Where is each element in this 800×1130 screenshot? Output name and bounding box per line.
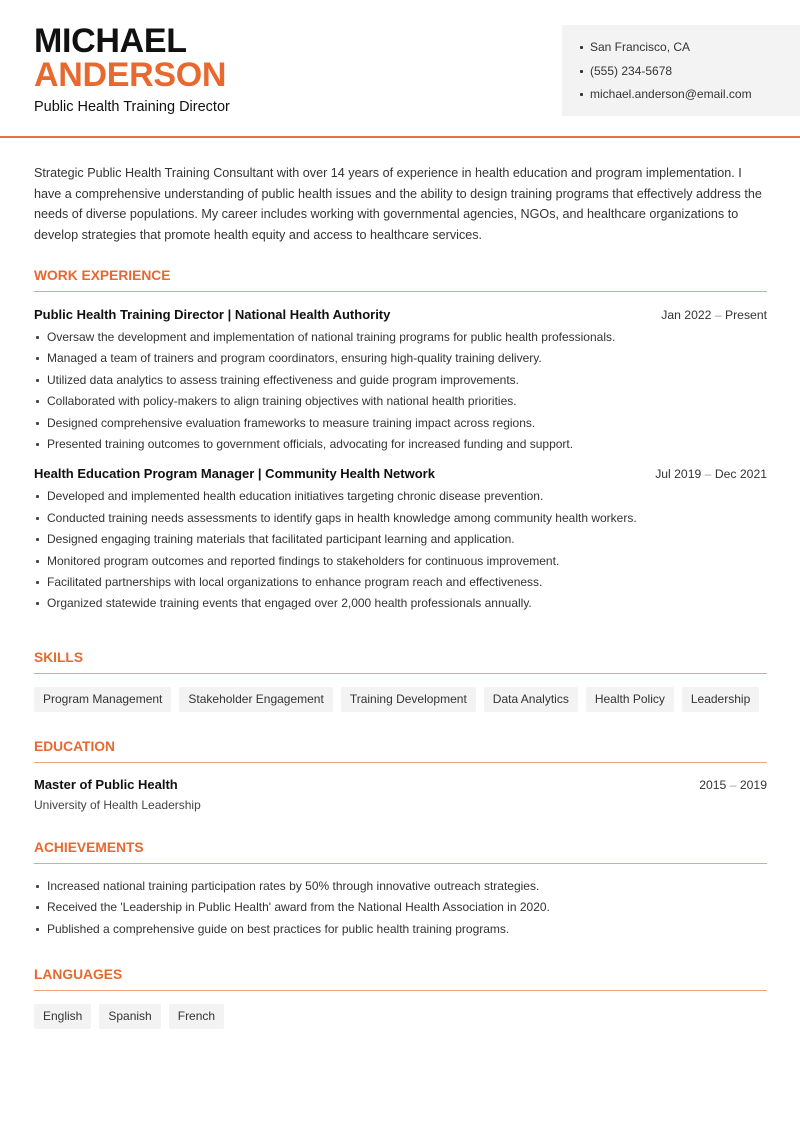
contact-email[interactable]: michael.anderson@email.com: [580, 86, 800, 110]
list-item: Developed and implemented health education initiatives targeting chronic disease prevention.: [34, 488, 767, 509]
contact-box: [562, 25, 800, 116]
school-name: University of Health Leadership: [34, 798, 201, 812]
job-title-headline: Public Health Training Director: [34, 99, 230, 115]
section-heading: ACHIEVEMENTS: [34, 838, 767, 864]
job-bullets: [34, 488, 767, 616]
job-role-company: Health Education Program Manager | Community Health Network: [34, 466, 435, 482]
job-end-date: Present: [724, 308, 767, 322]
list-item: Utilized data analytics to assess training effectiveness and guide program improvements.: [34, 372, 767, 393]
language-tag: English: [34, 1004, 91, 1029]
job-role-company: Public Health Training Director | National Health Authority: [34, 307, 391, 322]
contact-location: San Francisco, CA: [580, 39, 800, 63]
section-heading: SKILLS: [34, 648, 767, 674]
list-item: Oversaw the development and implementation of national training programs for public health professionals.: [34, 329, 767, 350]
education-dates: [699, 775, 767, 795]
job-start-date: Jan 2022: [661, 308, 712, 322]
date-separator: –: [704, 467, 712, 482]
job-dates: [661, 305, 767, 326]
section-education: [34, 737, 767, 815]
section-heading: LANGUAGES: [34, 965, 767, 991]
contact-list: [580, 39, 800, 110]
skills-tags: [34, 687, 767, 712]
education-start: 2015: [699, 778, 727, 792]
professional-summary: Strategic Public Health Training Consultant with over 14 years of experience in health education and program implementation. I have a comprehensive understanding of public health issues and the ability to design training programs that effectively address the needs of diverse populations. My career includes working with governmental agencies, NGOs, and healthcare organizations to develop strategies that promote health equity and access to healthcare services.: [34, 166, 762, 243]
job-dates: [655, 464, 767, 485]
language-tag: French: [169, 1004, 224, 1029]
candidate-name: [34, 24, 226, 92]
contact-phone: (555) 234-5678: [580, 63, 800, 87]
section-work-experience: [34, 266, 767, 617]
list-item: Published a comprehensive guide on best practices for public health training programs.: [34, 921, 767, 942]
skill-tag: Data Analytics: [484, 687, 578, 712]
language-tags: [34, 1004, 767, 1029]
job-entry: [34, 463, 767, 616]
section-heading: EDUCATION: [34, 737, 767, 763]
section-heading: WORK EXPERIENCE: [34, 266, 767, 292]
list-item: Organized statewide training events that engaged over 2,000 health professionals annually.: [34, 595, 767, 616]
list-item: Designed comprehensive evaluation frameworks to measure training impact across regions.: [34, 415, 767, 436]
section-languages: [34, 965, 767, 1029]
list-item: Collaborated with policy-makers to align training objectives with national health priorities.: [34, 393, 767, 414]
job-bullets: [34, 329, 767, 457]
list-item: Conducted training needs assessments to identify gaps in health knowledge among community health workers.: [34, 510, 767, 531]
first-name: MICHAEL: [34, 22, 187, 60]
language-tag: Spanish: [99, 1004, 160, 1029]
job-start-date: Jul 2019: [655, 467, 702, 482]
skill-tag: Health Policy: [586, 687, 674, 712]
achievement-list: [34, 878, 767, 942]
education-end: 2019: [739, 778, 767, 792]
list-item: Received the 'Leadership in Public Health' award from the National Health Association in 2020.: [34, 899, 767, 920]
job-entry: [34, 304, 767, 457]
resume-header: [0, 0, 800, 138]
degree: Master of Public Health: [34, 777, 178, 792]
list-item: Facilitated partnerships with local organizations to enhance program reach and effectiveness.: [34, 574, 767, 595]
skill-tag: Stakeholder Engagement: [179, 687, 332, 712]
skill-tag: Program Management: [34, 687, 171, 712]
skill-tag: Training Development: [341, 687, 476, 712]
section-achievements: [34, 838, 767, 942]
job-header: [34, 304, 767, 325]
date-separator: –: [714, 308, 722, 322]
job-end-date: Dec 2021: [714, 467, 767, 482]
list-item: Presented training outcomes to government officials, advocating for increased funding and support.: [34, 436, 767, 457]
list-item: Monitored program outcomes and reported findings to stakeholders for continuous improvement.: [34, 553, 767, 574]
date-separator: –: [729, 778, 737, 792]
list-item: Increased national training participation rates by 50% through innovative outreach strategies.: [34, 878, 767, 899]
section-skills: [34, 648, 767, 712]
list-item: Managed a team of trainers and program coordinators, ensuring high-quality training delivery.: [34, 350, 767, 371]
list-item: Designed engaging training materials that facilitated participant learning and application.: [34, 531, 767, 552]
education-header: [34, 775, 767, 795]
skill-tag: Leadership: [682, 687, 759, 712]
job-header: [34, 463, 767, 484]
last-name: ANDERSON: [34, 56, 227, 94]
